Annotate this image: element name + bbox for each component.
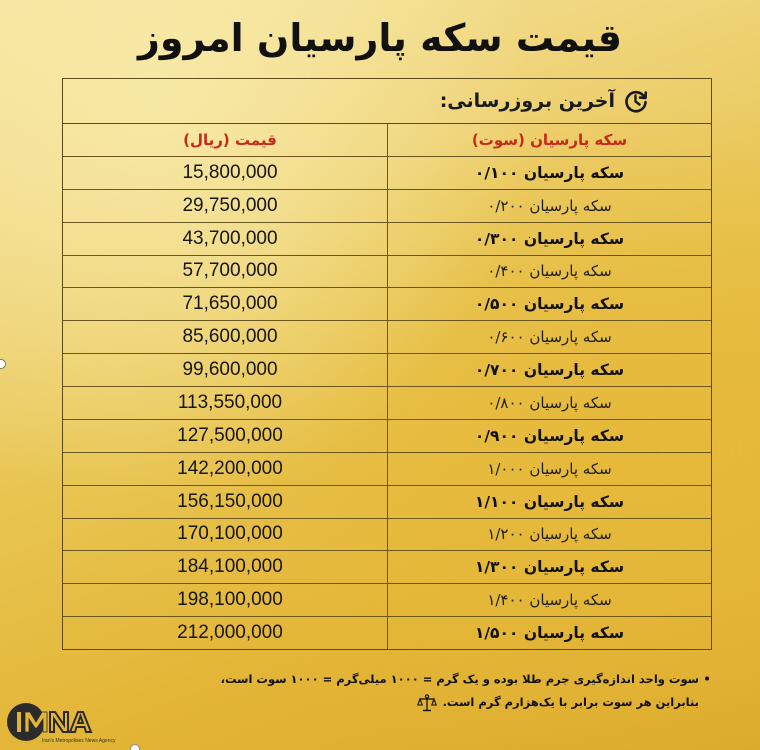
coin-name-cell: سکه پارسیان ۰/۹۰۰ [474,426,625,445]
price-cell: 71,650,000 [63,288,388,320]
coin-name-cell: سکه پارسیان ۱/۴۰۰ [487,591,612,610]
price-cell: 99,600,000 [63,354,388,386]
table-row [63,420,711,453]
coin-name-cell: سکه پارسیان ۱/۱۰۰ [474,492,625,511]
coin-name-cell: سکه پارسیان ۰/۸۰۰ [487,393,612,412]
table-row [63,453,711,486]
last-update-label: آخرین بروزرسانی: [439,90,615,112]
coin-name-cell: سکه پارسیان ۰/۳۰۰ [474,229,625,248]
price-grid [63,124,711,649]
column-header-row [63,124,711,157]
price-cell: 113,550,000 [63,387,388,419]
price-cell: 43,700,000 [63,223,388,255]
table-row [63,387,711,420]
price-table [62,78,712,650]
column-header-price: قیمت (ریال) [63,124,388,156]
table-row [63,486,711,519]
coin-name-cell: سکه پارسیان ۰/۵۰۰ [474,295,625,314]
coin-name-cell: سکه پارسیان ۱/۰۰۰ [487,459,612,478]
footnote-text-2: بنابراین هر سوت برابر با یک‌هزارم گرم است. [442,695,699,709]
table-row [63,551,711,584]
coin-name-cell: سکه پارسیان ۱/۳۰۰ [474,558,625,577]
coin-name-cell: سکه پارسیان ۰/۱۰۰ [474,163,625,182]
table-row [63,354,711,387]
coin-name-cell: سکه پارسیان ۰/۷۰۰ [474,361,625,380]
coin-name-cell: سکه پارسیان ۱/۵۰۰ [474,624,625,643]
footnote-line-1 [195,668,715,691]
price-cell: 170,100,000 [63,519,388,551]
table-row [63,190,711,223]
price-cell: 29,750,000 [63,190,388,222]
price-cell: 15,800,000 [63,157,388,189]
price-cell: 85,600,000 [63,321,388,353]
table-row [63,584,711,617]
price-cell: 57,700,000 [63,256,388,288]
price-cell: 127,500,000 [63,420,388,452]
price-cell: 142,200,000 [63,453,388,485]
last-update-row [63,79,711,124]
page-title: قیمت سکه پارسیان امروز [138,16,622,60]
footnote [195,668,715,714]
price-cell: 184,100,000 [63,551,388,583]
price-cell: 198,100,000 [63,584,388,616]
table-row [63,288,711,321]
table-row [63,157,711,190]
logo-tagline: Iran's Metropolises News Agency [42,738,116,744]
table-row [63,519,711,552]
footnote-line-2 [195,691,715,714]
price-cell: 212,000,000 [63,617,388,649]
bullet: • [703,672,711,686]
price-cell: 156,150,000 [63,486,388,518]
column-header-name: سکه پارسیان (سوت) [471,130,628,149]
table-row [63,617,711,649]
table-row [63,256,711,289]
table-row [63,223,711,256]
table-row [63,321,711,354]
coin-name-cell: سکه پارسیان ۰/۲۰۰ [487,196,612,215]
coin-name-cell: سکه پارسیان ۰/۶۰۰ [487,328,612,347]
clock-refresh-icon [623,88,649,114]
edge-marker [0,359,6,369]
footnote-text-1: سوت واحد اندازه‌گیری جرم طلا بوده و یک گرم = ۱۰۰۰ میلی‌گرم = ۱۰۰۰ سوت است، [220,672,699,686]
coin-name-cell: سکه پارسیان ۰/۴۰۰ [487,262,612,281]
coin-name-cell: سکه پارسیان ۱/۲۰۰ [487,525,612,544]
edge-marker-bottom [130,744,140,750]
scale-balance-icon [417,694,437,712]
